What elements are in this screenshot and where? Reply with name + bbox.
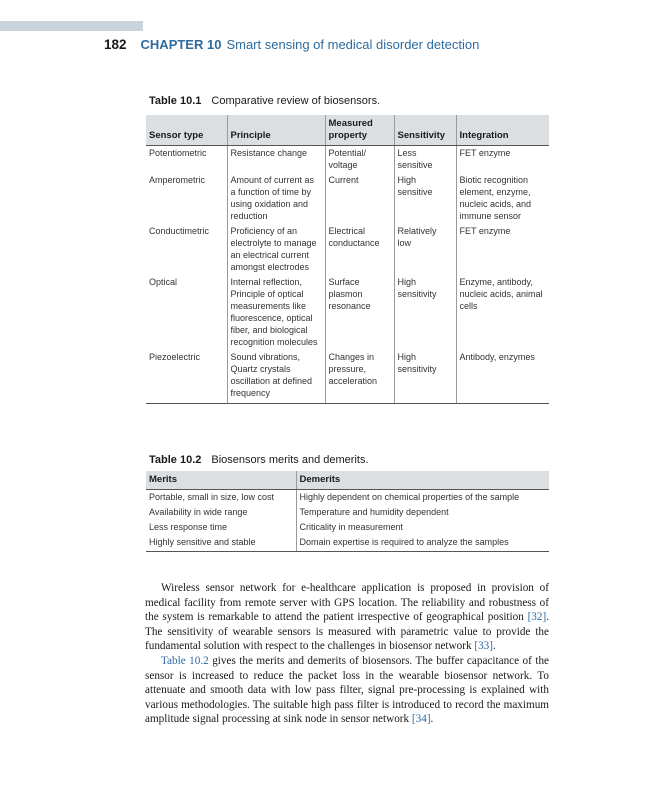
table-cell: Changes in pressure, acceleration bbox=[325, 350, 394, 404]
table-cell: Domain expertise is required to analyze the samples bbox=[296, 535, 549, 552]
citation-link[interactable]: [32] bbox=[527, 611, 547, 624]
table-row bbox=[146, 173, 549, 224]
column-header: Sensor type bbox=[146, 115, 227, 146]
table-cell: Optical bbox=[149, 277, 178, 287]
table-cell: Biotic recognition element, enzyme, nucleic acids, and immune sensor bbox=[456, 173, 549, 224]
column-header: Demerits bbox=[296, 471, 549, 490]
table-cell: Resistance change bbox=[227, 146, 325, 174]
table-cell: Sound vibrations, Quartz crystals oscillation at defined frequency bbox=[227, 350, 325, 404]
paragraph-text: . The sensitivity of wearable sensors is measured with parametric value to provide the fundamental solution with respect to the challenges in biosensor network bbox=[145, 611, 549, 653]
table-row bbox=[146, 535, 549, 552]
column-header: Principle bbox=[227, 115, 325, 146]
table-row bbox=[146, 490, 549, 506]
table-header-row bbox=[146, 115, 549, 146]
paragraph-text: gives the merits and demerits of biosensors. The buffer capacitance of the sensor is increased to reduce the packet loss in the wearable biosensor network. To attenuate and smooth data with low pass filter, signal pre-processing is explained with various methodologies. The suitable high pass filter is introduced to record the maximum amplitude signal processing at sink node in sensor network bbox=[145, 654, 549, 726]
table-cell: Temperature and humidity dependent bbox=[296, 505, 549, 520]
table-cell: Portable, small in size, low cost bbox=[149, 492, 275, 502]
table-cell: Amount of current as a function of time by using oxidation and reduction bbox=[227, 173, 325, 224]
table-cell: Proficiency of an electrolyte to manage an electrical current amongst electrodes bbox=[227, 224, 325, 275]
table1-label: Table 10.1 bbox=[149, 95, 202, 107]
column-header: Sensitivity bbox=[394, 115, 456, 146]
table-cell: Less sensitive bbox=[394, 146, 456, 174]
table2-caption bbox=[149, 454, 369, 466]
paragraph-text: . bbox=[492, 640, 496, 653]
table-cell: Current bbox=[325, 173, 394, 224]
table-cell: Potential/ voltage bbox=[325, 146, 394, 174]
table-cell: Surface plasmon resonance bbox=[325, 275, 394, 350]
table-cell: Highly sensitive and stable bbox=[146, 535, 296, 552]
column-header: Measured property bbox=[325, 115, 394, 146]
table-cell: FET enzyme bbox=[456, 146, 549, 174]
table-cell: Less response time bbox=[149, 522, 228, 532]
biosensor-comparison-table bbox=[146, 115, 549, 404]
table-row bbox=[146, 275, 549, 350]
table-cell: Criticality in measurement bbox=[296, 520, 549, 535]
table1-caption bbox=[149, 95, 380, 107]
body-text bbox=[145, 581, 549, 727]
table-reference-link[interactable]: Table 10.2 bbox=[161, 654, 209, 667]
table-cell: Electrical conductance bbox=[325, 224, 394, 275]
table-cell: FET enzyme bbox=[456, 224, 549, 275]
running-header bbox=[104, 36, 479, 54]
table-row bbox=[146, 505, 549, 520]
table-cell: Conductimetric bbox=[149, 226, 210, 236]
table-cell: Antibody, enzymes bbox=[456, 350, 549, 404]
table-cell: Availability in wide range bbox=[149, 507, 248, 517]
table-cell: Relatively low bbox=[394, 224, 456, 275]
paragraph-text: . bbox=[430, 713, 434, 726]
table-cell: High sensitive bbox=[394, 173, 456, 224]
merits-demerits-table bbox=[146, 471, 549, 552]
table2-title: Biosensors merits and demerits. bbox=[211, 454, 369, 466]
chapter-title: Smart sensing of medical disorder detection bbox=[226, 37, 480, 52]
table1-title: Comparative review of biosensors. bbox=[211, 95, 381, 107]
table-cell: Highly dependent on chemical properties of the sample bbox=[296, 490, 549, 506]
paragraph-text: Wireless sensor network for e-healthcare application is proposed in provision of medical facility from remote server with GPS location. The reliability and robustness of the system is remarkable to attend the patient irrespective of geographical position bbox=[145, 582, 549, 624]
table-row bbox=[146, 350, 549, 404]
table-cell: Piezoelectric bbox=[146, 350, 227, 404]
table-cell: High sensitivity bbox=[394, 350, 456, 404]
citation-link[interactable]: [34] bbox=[411, 713, 431, 726]
paragraph bbox=[145, 581, 549, 654]
citation-link[interactable]: [33] bbox=[474, 640, 493, 653]
paragraph bbox=[145, 654, 549, 727]
page-number: 182 bbox=[104, 37, 127, 52]
table-header-row bbox=[146, 471, 549, 490]
table-cell: High sensitivity bbox=[394, 275, 456, 350]
column-header: Merits bbox=[146, 471, 296, 490]
chapter-label: CHAPTER 10 bbox=[140, 37, 222, 52]
top-color-bar bbox=[0, 21, 143, 31]
table-row bbox=[146, 146, 549, 174]
table-cell: Amperometric bbox=[149, 175, 206, 185]
table-row bbox=[146, 224, 549, 275]
table-cell: Potentiometric bbox=[149, 148, 207, 158]
table-row bbox=[146, 520, 549, 535]
table-cell: Internal reflection, Principle of optical measurements like fluorescence, optical fiber, and biological recognition molecules bbox=[227, 275, 325, 350]
table-cell: Enzyme, antibody, nucleic acids, animal cells bbox=[456, 275, 549, 350]
table2-label: Table 10.2 bbox=[149, 454, 202, 466]
column-header: Integration bbox=[456, 115, 549, 146]
